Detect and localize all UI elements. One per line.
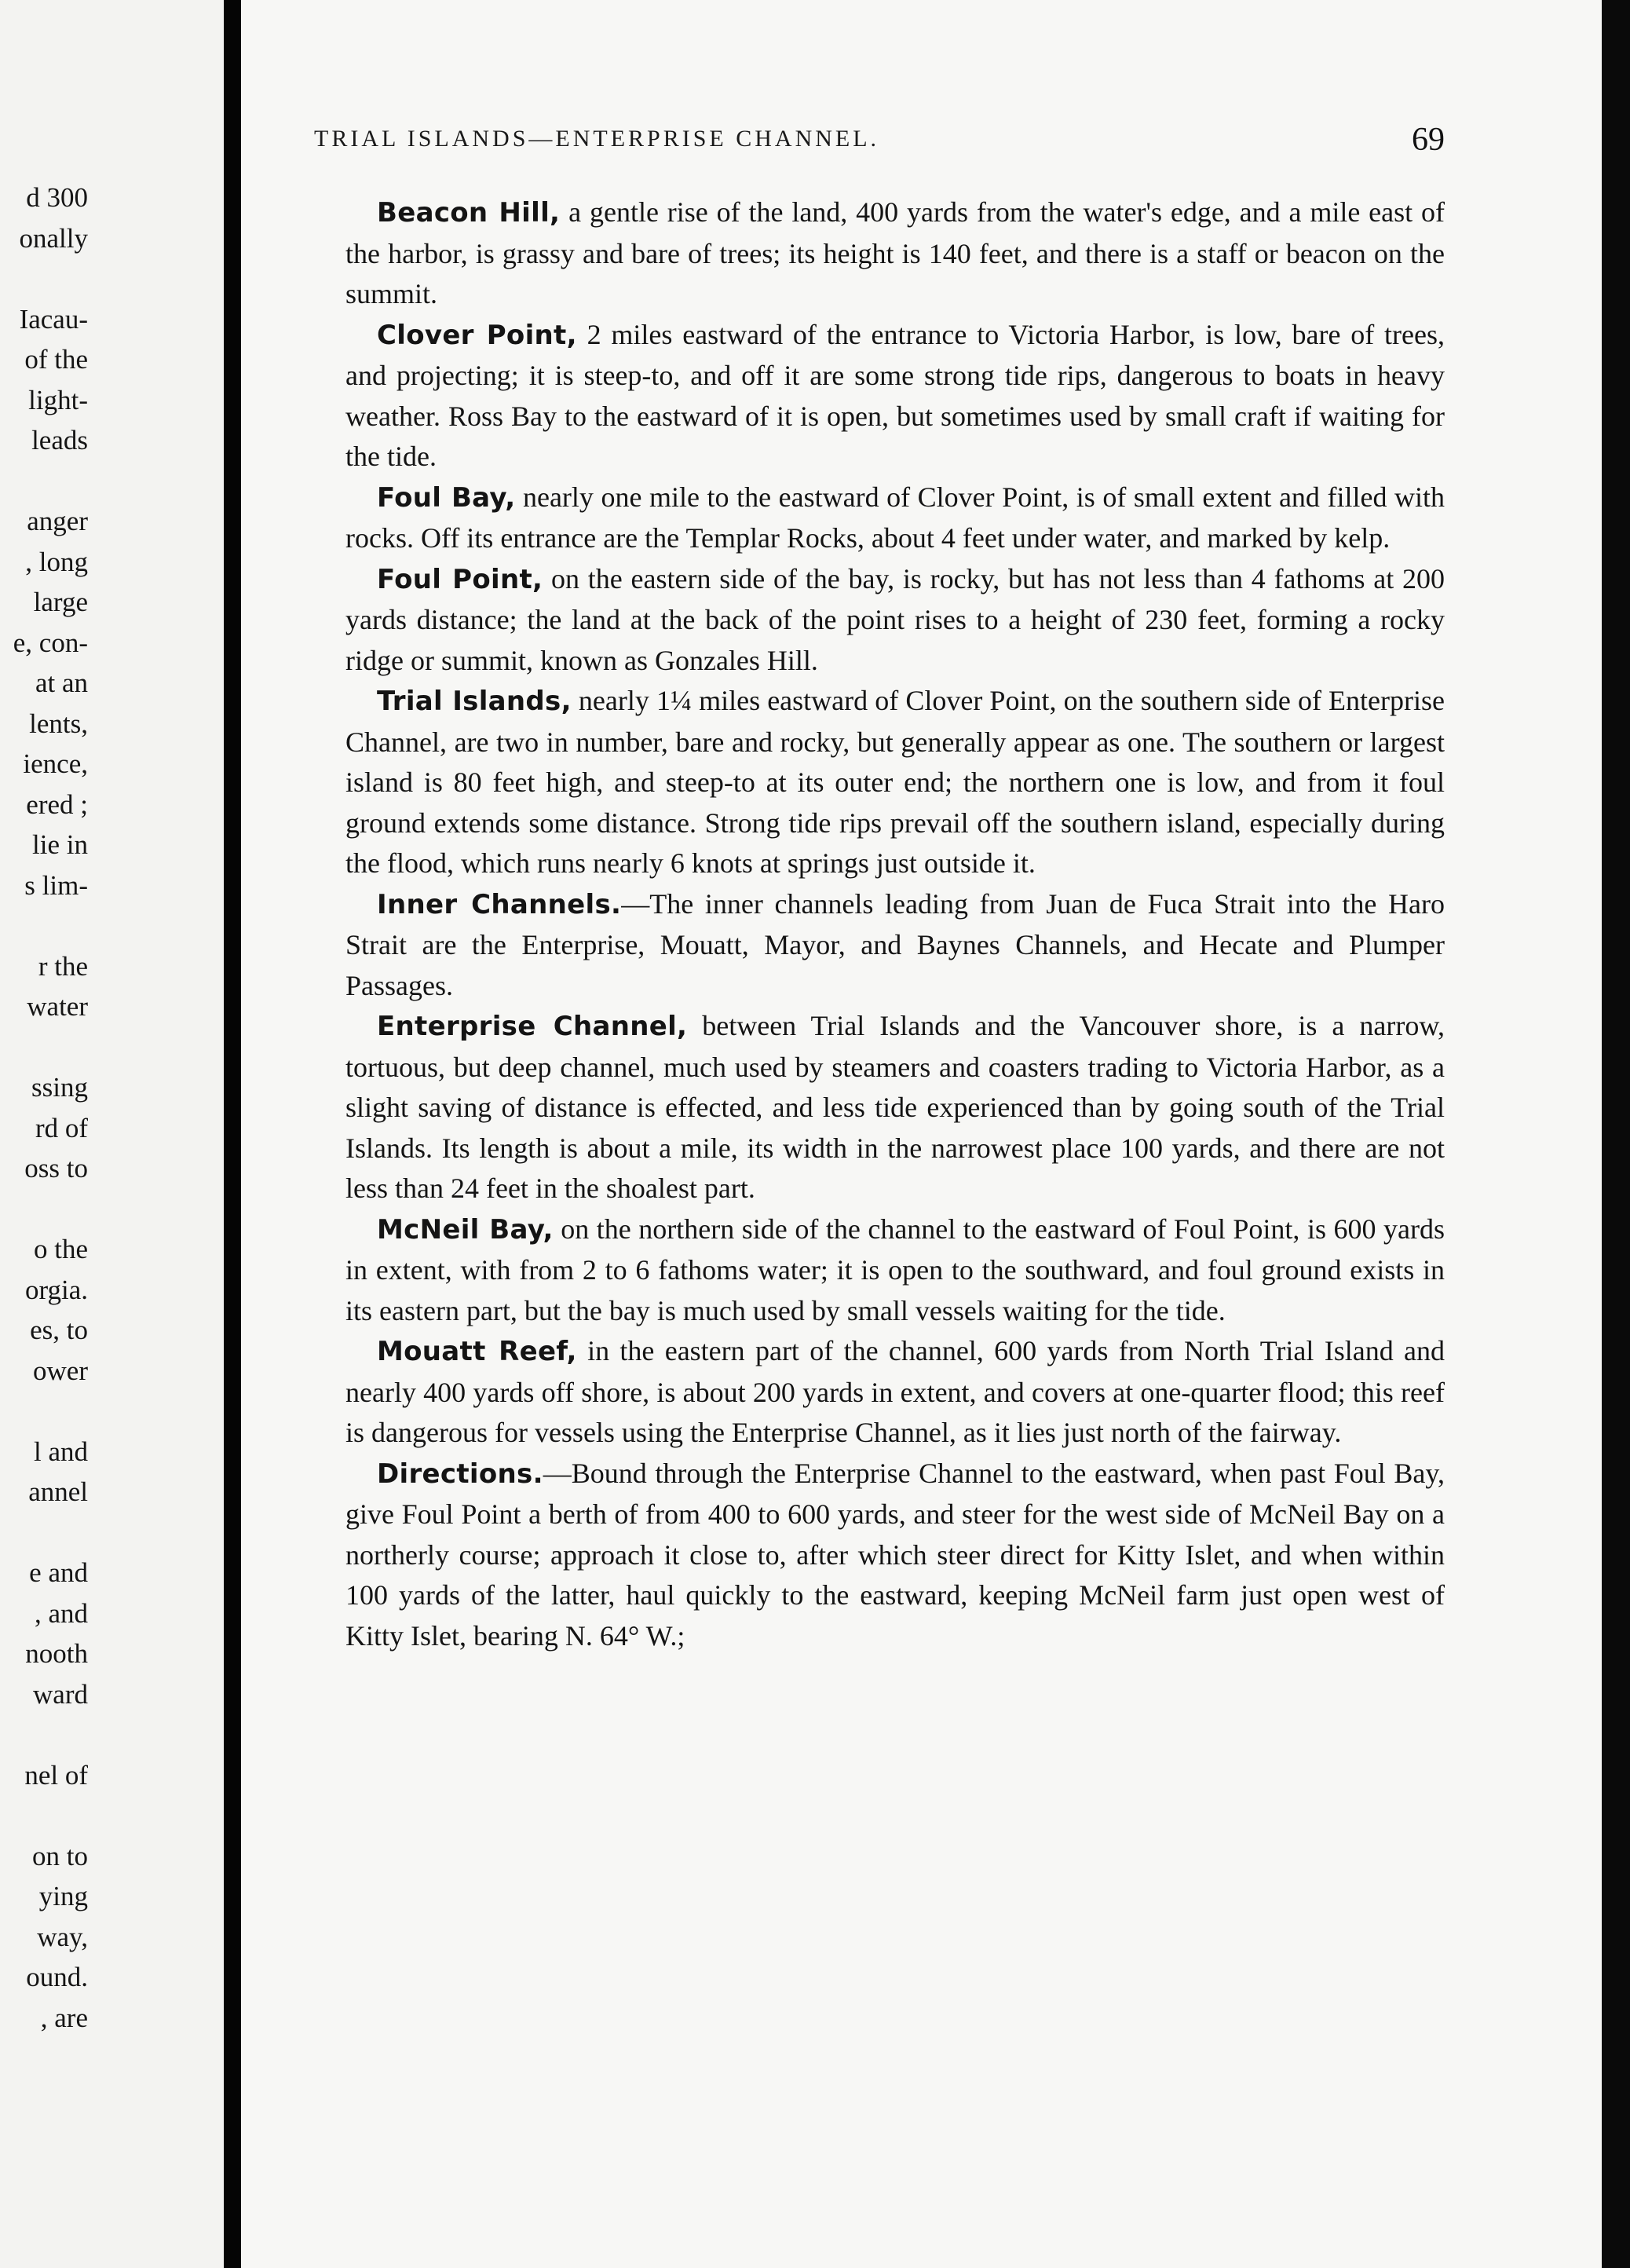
paragraph-text: a gentle rise of the land, 400 yards from the water's edge, and a mile east of the harbor, is grassy and bare of trees; its height is 140 feet, and there is a staff or beacon on the summit. — [345, 196, 1445, 309]
left-page-line-gap — [0, 1391, 88, 1432]
left-page-line: ward — [33, 1678, 88, 1710]
left-page-line: es, to — [30, 1315, 88, 1345]
paragraph-text: on the northern side of the channel to the eastward of Foul Point, is 600 yards in extent, with from 2 to 6 fathoms water; it is open to the southward, and foul ground exists in its eastern part, but the bay is much used by small vessels waiting for the tide. — [345, 1213, 1445, 1326]
body-text — [345, 192, 1445, 1656]
left-page-line: onally — [19, 222, 88, 254]
left-page-text-fragments — [0, 177, 88, 2038]
left-page-line: of the — [24, 344, 88, 375]
paragraph-mouatt-reef — [345, 1331, 1445, 1454]
paragraph-heading: Mouatt Reef, — [377, 1336, 577, 1367]
left-page-line: ience, — [23, 748, 88, 779]
paragraph-heading: Trial Islands, — [377, 686, 572, 717]
left-page-line: e, con- — [13, 627, 88, 658]
left-page-line: large — [33, 587, 88, 617]
page-number: 69 — [1412, 122, 1445, 158]
left-page-line: lie in — [32, 829, 88, 860]
left-page-line-gap — [0, 905, 88, 946]
paragraph-clover-point — [345, 315, 1445, 477]
paragraph-heading: Foul Point, — [377, 563, 543, 595]
paragraph-mcneil-bay — [345, 1209, 1445, 1332]
left-page-line: , and — [34, 1597, 88, 1629]
left-page-line: d 300 — [26, 182, 88, 213]
left-page-line-gap — [0, 258, 88, 299]
paragraph-enterprise-channel — [345, 1006, 1445, 1209]
left-page-line-gap — [0, 1513, 88, 1553]
left-page-line: annel — [28, 1476, 88, 1507]
left-page-line: nooth — [25, 1638, 88, 1669]
left-page-line: orgia. — [24, 1274, 88, 1305]
left-page-line: lents, — [29, 708, 88, 739]
paragraph-text: —Bound through the Enterprise Channel to the eastward, when past Foul Bay, give Foul Point a berth of from 400 to 600 yards, and steer for the west side of McNeil Bay on a northerly course; approach it close to, after which steer direct for Kitty Islet, and when within 100 yards of the latter, haul quickly to the eastward, keeping McNeil farm just open west of Kitty Islet, bearing N. 64° W.; — [345, 1457, 1445, 1652]
left-page-line: rd of — [35, 1112, 88, 1143]
left-page-line: ying — [38, 1881, 88, 1911]
paragraph-text: 2 miles eastward of the entrance to Victoria Harbor, is low, bare of trees, and projecting; it is steep-to, and off it are some strong tide rips, dangerous to boats in heavy weather. Ross Bay to the eastward of it is open, but sometimes used by small craft if waiting for the tide. — [345, 318, 1445, 472]
left-page-line: ssing — [31, 1072, 88, 1103]
left-page-line: s lim- — [24, 869, 88, 901]
running-head: TRIAL ISLANDS—ENTERPRISE CHANNEL. — [314, 126, 880, 152]
paragraph-text: —The inner channels leading from Juan de Fuca Strait into the Haro Strait are the Enterprise, Mouatt, Mayor, and Baynes Channels, and Hecate and Plumper Passages. — [345, 887, 1445, 1001]
paragraph-inner-channels — [345, 884, 1445, 1007]
left-page-line-gap — [0, 461, 88, 502]
left-page-line: leads — [31, 425, 88, 455]
paragraph-text: in the eastern part of the channel, 600 yards from North Trial Island and nearly 400 yards off shore, is about 200 yards in extent, and covers at one-quarter flood; this reef is dangerous for vessels using the Enterprise Channel, as it lies just north of the fairway. — [345, 1335, 1445, 1448]
left-page-line: at an — [35, 668, 88, 698]
left-page-line: light- — [28, 384, 88, 415]
paragraph-directions — [345, 1454, 1445, 1657]
paragraph-foul-point — [345, 559, 1445, 682]
left-page-line-gap — [0, 1189, 88, 1230]
right-page-edge — [1602, 0, 1630, 2268]
paragraph-text: nearly 1¼ miles eastward of Clover Point, on the southern side of Enterprise Channel, are two in number, bare and rocky, but generally appear as one. The southern or largest island is 80 feet high, and steep-to at its outer end; the northern one is low, and from it foul ground extends some distance. Strong tide rips prevail off the southern island, especially during the flood, which runs nearly 6 knots at springs just outside it. — [345, 685, 1445, 879]
page-gutter — [224, 0, 241, 2268]
left-page-line: , are — [40, 2002, 88, 2033]
paragraph-text: nearly one mile to the eastward of Clover Point, is of small extent and filled with rocks. Off its entrance are the Templar Rocks, about 4 feet under water, and marked by kelp. — [345, 481, 1445, 554]
left-page-line: e and — [29, 1557, 88, 1588]
paragraph-heading: Foul Bay, — [377, 481, 516, 514]
left-page-line-gap — [0, 1027, 88, 1068]
paragraph-text: on the eastern side of the bay, is rocky, but has not less than 4 fathoms at 200 yards distance; the land at the back of the point rises to a height of 230 feet, forming a rocky ridge or summit, known as Gonzales Hill. — [345, 562, 1445, 676]
paragraph-heading: Beacon Hill, — [377, 197, 561, 229]
left-page-line: anger — [27, 506, 88, 536]
left-page-line: ower — [33, 1355, 88, 1386]
left-page-line: water — [27, 991, 88, 1022]
left-page-line-gap — [0, 1795, 88, 1836]
paragraph-foul-bay — [345, 477, 1445, 559]
left-facing-page — [0, 0, 224, 2268]
left-page-line-gap — [0, 1714, 88, 1755]
left-page-line: on to — [32, 1840, 88, 1871]
paragraph-heading: McNeil Bay, — [377, 1213, 554, 1246]
paragraph-heading: Inner Channels. — [377, 888, 622, 920]
left-page-line: , long — [25, 546, 88, 577]
left-page-line: r the — [38, 950, 88, 982]
paragraph-heading: Directions. — [377, 1458, 543, 1490]
paragraph-heading: Clover Point, — [377, 319, 577, 351]
paragraph-trial-islands — [345, 681, 1445, 884]
left-page-line: l and — [33, 1436, 88, 1467]
left-page-line: Iacau- — [19, 303, 88, 335]
left-page-line: way, — [37, 1921, 88, 1952]
paragraph-text: between Trial Islands and the Vancouver shore, is a narrow, tortuous, but deep channel, much used by steamers and coasters trading to Victoria Harbor, as a slight saving of distance is effected, and less tide experienced than by going south of the Trial Islands. Its length is about a mile, its width in the narrowest place 100 yards, and there are not less than 24 feet in the shoalest part. — [345, 1010, 1445, 1204]
left-page-line: ered ; — [26, 788, 88, 820]
page-header — [314, 122, 1445, 165]
left-page-line: oss to — [24, 1153, 88, 1183]
left-page-line: o the — [33, 1234, 88, 1264]
left-page-line: nel of — [24, 1759, 88, 1791]
left-page-line: ound. — [26, 1962, 88, 1992]
paragraph-heading: Enterprise Channel, — [377, 1011, 688, 1042]
paragraph-beacon-hill — [345, 192, 1445, 315]
